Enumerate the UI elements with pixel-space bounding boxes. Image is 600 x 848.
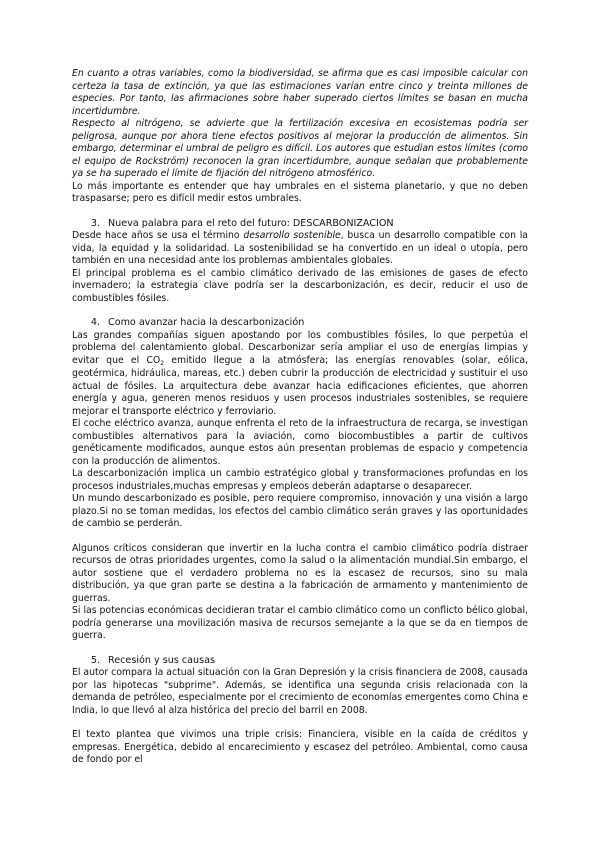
section-3-number: 3. [90,217,100,229]
intro-thresholds-paragraph: Lo más importante es entender que hay umbrales en el sistema planetario, y que no deben traspasarse; pero es difícil medir estos umbrales. [72,180,528,204]
co2-subscript: 2 [160,359,165,367]
section-3-heading [72,218,528,231]
section-5-paragraph-1: El autor compara la actual situación con la Gran Depresión y la crisis financiera de 2008, causada por las hipotecas "subprime". Además, se identifica una segunda crisis relacionada con la demanda de petróleo, especialmente por el crecimiento de economías emergentes como China e India, lo que llevó al alza histórica del precio del barril en 2008. [72,667,528,716]
document-page [72,68,528,767]
section-3-paragraph-2: El principal problema es el cambio climático derivado de las emisiones de gases de efecto invernadero; la estrategia clave podría ser la descarbonización, es decir, reducir el uso de combustibles fósiles. [72,267,528,304]
section-4-number: 4. [90,317,100,328]
section-5-paragraph-2: El texto plantea que vivimos una triple crisis: Financiera, visible en la caída de créditos y empresas. Energética, debido al encarecimiento y escasez del petróleo. Ambiental, como causa de fondo por el [72,729,528,765]
section-4-paragraph-6: Si las potencias económicas decidieran tratar el cambio climático como un conflicto bélico global, podría generarse una movilización masiva de recursos semejante a la que se da en tiempos de guerra. [72,605,528,641]
desarrollo-sostenible-term: desarrollo sostenible [243,230,341,241]
section-3-paragraph-1: Desde hace años se usa el término desarrollo sostenible, busca un desarrollo compatible con la vida, la equidad y la solidaridad. La sostenibilidad se ha convertido en un ideal o utopía, pero también en una necesidad ante los problemas ambientales globales. [72,230,528,266]
section-5-number: 5. [90,654,100,666]
section-4-paragraph-2: El coche eléctrico avanza, aunque enfrenta el reto de la infraestructura de recarga, se investigan combustibles alternativos para la aviación, como biocombustibles a partir de cultivos genéticamente modificados, aunque estos aún presentan problemas de espacio y competencia con la producción de alimentos. [72,418,528,467]
section-5-heading [72,655,528,668]
section-4-title: Como avanzar hacia la descarbonización [108,317,305,328]
intro-nitrogen-paragraph: Respecto al nitrógeno, se advierte que la fertilización excesiva en ecosistemas podría ser peligrosa, aunque por ahora tiene efectos positivos al mejorar la producción de alimentos. Sin embargo, determinar el umbral de peligro es difícil. Los autores que estudian estos límites (como el equipo de Rockström) reconocen la gran incertidumbre, aunque señalan que probablemente ya se ha superado el límite de fijación del nitrógeno atmosférico. [72,118,528,179]
intro-biodiversity-paragraph: En cuanto a otras variables, como la biodiversidad, se afirma que es casi imposible calcular con certeza la tasa de extinción, ya que las estimaciones varían entre cinco y treinta millones de especies. Por tanto, las afirmaciones sobre haber superado ciertos límites se basan en mucha incertidumbre. [72,68,528,117]
section-4-paragraph-5: Algunos críticos consideran que invertir en la lucha contra el cambio climático podría distraer recursos de otras prioridades urgentes, como la salud o la alimentación mundial.Sin embargo, el autor sostiene que el verdadero problema no es la escasez de recursos, sino su mala distribución, ya que gran parte se destina a la fabricación de armamento y mantenimiento de guerras. [72,542,528,604]
section-5-title: Recesión y sus causas [108,654,215,666]
section-4-paragraph-3: La descarbonización implica un cambio estratégico global y transformaciones profundas en los procesos industriales,muchas empresas y empleos deberán adaptarse o desaparecer. [72,468,528,492]
section-3-title: Nueva palabra para el reto del futuro: DESCARBONIZACION [108,217,394,229]
section-4-paragraph-1: Las grandes compañías siguen apostando por los combustibles fósiles, lo que perpetúa el problema del calentamiento global. Descarbonizar sería ampliar el uso de energías limpias y evitar que el $CO_2$ emitido llegue a la atmósfera; las energías renovables (solar, eólica, geotérmica, hidráulica, mareas, etc.) deben cubrir la producción de electricidad y sustituir el uso actual de fósiles. La arquitectura debe avanzar hacia edificaciones eficientes, que ahorren energía y agua, generen menos residuos y usen procesos industriales sostenibles, se requiere mejorar el transporte eléctrico y ferroviario. [72,329,528,417]
section-4-heading [72,317,528,330]
section-4-paragraph-4: Un mundo descarbonizado es posible, pero requiere compromiso, innovación y una visión a largo plazo.Si no se toman medidas, los efectos del cambio climático serán graves y las oportunidades de cambio se perderán. [72,493,528,529]
